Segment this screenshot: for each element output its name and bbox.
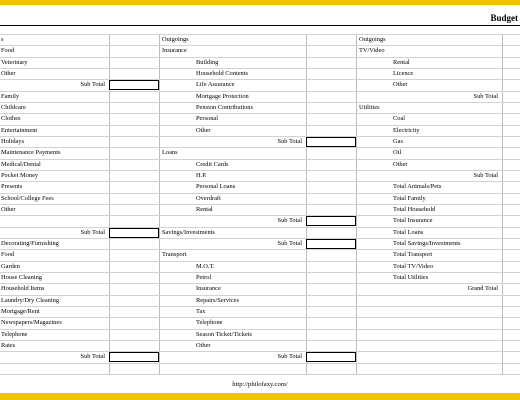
category-item: Licence bbox=[393, 69, 414, 77]
category-item: Electricity bbox=[393, 126, 420, 134]
header-rule bbox=[0, 25, 520, 26]
category-item: H.P. bbox=[196, 171, 207, 179]
category-item: Maintenance Payments bbox=[1, 149, 61, 157]
category-item: Rental bbox=[196, 205, 213, 213]
category-item: Total Transport bbox=[393, 251, 433, 259]
category-item: Mortgage Protection bbox=[196, 92, 249, 100]
subtotal-label: Sub Total bbox=[277, 217, 302, 225]
category-item: Total Household bbox=[393, 205, 436, 213]
category-item: Total Animals/Pets bbox=[393, 183, 442, 191]
category-item: Laundry/Dry Cleaning bbox=[1, 296, 60, 304]
category-item: Medical/Dental bbox=[1, 160, 41, 168]
category-item: Other bbox=[393, 81, 408, 89]
category-item: Overdraft bbox=[196, 194, 221, 202]
category-item: Personal Loans bbox=[196, 183, 236, 191]
category-item: Personal bbox=[196, 115, 219, 123]
category-item: Food bbox=[1, 251, 15, 259]
row-line bbox=[0, 363, 520, 364]
category-item: Entertainment bbox=[1, 126, 38, 134]
section-header: Loans bbox=[162, 149, 178, 157]
category-item: Repairs/Services bbox=[196, 296, 239, 304]
subtotal-label: Sub Total bbox=[277, 353, 302, 361]
category-item: Total Family bbox=[393, 194, 426, 202]
subtotal-box[interactable] bbox=[109, 352, 159, 362]
category-item: Other bbox=[1, 69, 16, 77]
category-item: Building bbox=[196, 58, 219, 66]
category-item: Telephone bbox=[1, 330, 28, 338]
category-item: Newspapers/Magazines bbox=[1, 319, 62, 327]
category-item: Oil bbox=[393, 149, 402, 157]
category-item: Insurance bbox=[196, 285, 221, 293]
page-title: Budget bbox=[490, 13, 518, 23]
category-item: Total Insurance bbox=[393, 217, 433, 225]
subtotal-label: Sub Total bbox=[80, 353, 105, 361]
category-item: Credit Cards bbox=[196, 160, 229, 168]
subtotal-label: Sub Total bbox=[277, 137, 302, 145]
category-item: Telephone bbox=[196, 319, 223, 327]
subtotal-box[interactable] bbox=[306, 216, 356, 226]
section-header: Savings/Investments bbox=[162, 228, 215, 236]
category-item: Food bbox=[1, 47, 15, 55]
category-item: Pension Contributions bbox=[196, 103, 253, 111]
category-item: Clothes bbox=[1, 115, 21, 123]
section-header: Outgoings bbox=[162, 36, 189, 43]
section-header: Outgoings bbox=[359, 36, 386, 43]
category-item: Season Ticket/Tickets bbox=[196, 330, 253, 338]
category-item: Total Savings/Investments bbox=[393, 239, 461, 247]
subtotal-box[interactable] bbox=[306, 352, 356, 362]
category-item: Mortgage/Rent bbox=[1, 307, 40, 315]
category-item: Childcare bbox=[1, 103, 26, 111]
category-item: Total TV/Video bbox=[393, 262, 434, 270]
subtotal-label: Sub Total bbox=[473, 92, 498, 100]
category-item: s bbox=[1, 36, 4, 43]
category-item: Other bbox=[393, 160, 408, 168]
footer-url[interactable]: http://philofaxy.com/ bbox=[232, 381, 288, 388]
category-item: Garden bbox=[1, 262, 20, 270]
category-item: Presents bbox=[1, 183, 23, 191]
section-header: Utilities bbox=[359, 103, 380, 111]
category-item: Total Utilities bbox=[393, 273, 429, 281]
category-item: Veterinary bbox=[1, 58, 28, 66]
category-item: M.O.T. bbox=[196, 262, 215, 270]
category-item: Rental bbox=[393, 58, 410, 66]
category-item: Total Loans bbox=[393, 228, 424, 236]
section-header: TV/Video bbox=[359, 47, 385, 55]
category-item: Pocket Money bbox=[1, 171, 39, 179]
subtotal-box[interactable] bbox=[306, 239, 356, 249]
section-header: Transport bbox=[162, 251, 187, 259]
category-item: Decorating/Furnishing bbox=[1, 239, 59, 247]
row-line bbox=[0, 374, 520, 375]
category-item: School/College Fees bbox=[1, 194, 54, 202]
subtotal-label: Sub Total bbox=[80, 81, 105, 89]
subtotal-label: Grand Total bbox=[467, 285, 498, 293]
category-item: Household Contents bbox=[196, 69, 249, 77]
budget-sheet bbox=[0, 34, 520, 374]
category-item: Other bbox=[1, 205, 16, 213]
category-item: Family bbox=[1, 92, 20, 100]
subtotal-box[interactable] bbox=[306, 137, 356, 147]
category-item: Rates bbox=[1, 341, 16, 349]
category-item: Other bbox=[196, 126, 211, 134]
subtotal-box[interactable] bbox=[109, 80, 159, 90]
subtotal-label: Sub Total bbox=[473, 171, 498, 179]
category-item: Holidays bbox=[1, 137, 25, 145]
category-item: Life Assurance bbox=[196, 81, 235, 89]
category-item: House Cleaning bbox=[1, 273, 42, 281]
subtotal-label: Sub Total bbox=[277, 239, 302, 247]
subtotal-label: Sub Total bbox=[80, 228, 105, 236]
category-item: Tax bbox=[196, 307, 206, 315]
subtotal-box[interactable] bbox=[109, 228, 159, 238]
category-item: Petrol bbox=[196, 273, 212, 281]
bottom-border bbox=[0, 393, 520, 400]
category-item: Other bbox=[196, 341, 211, 349]
section-header: Insurance bbox=[162, 47, 187, 55]
top-border bbox=[0, 0, 520, 5]
category-item: Coal bbox=[393, 115, 406, 123]
category-item: Gas bbox=[393, 137, 403, 145]
category-item: Household Items bbox=[1, 285, 45, 293]
